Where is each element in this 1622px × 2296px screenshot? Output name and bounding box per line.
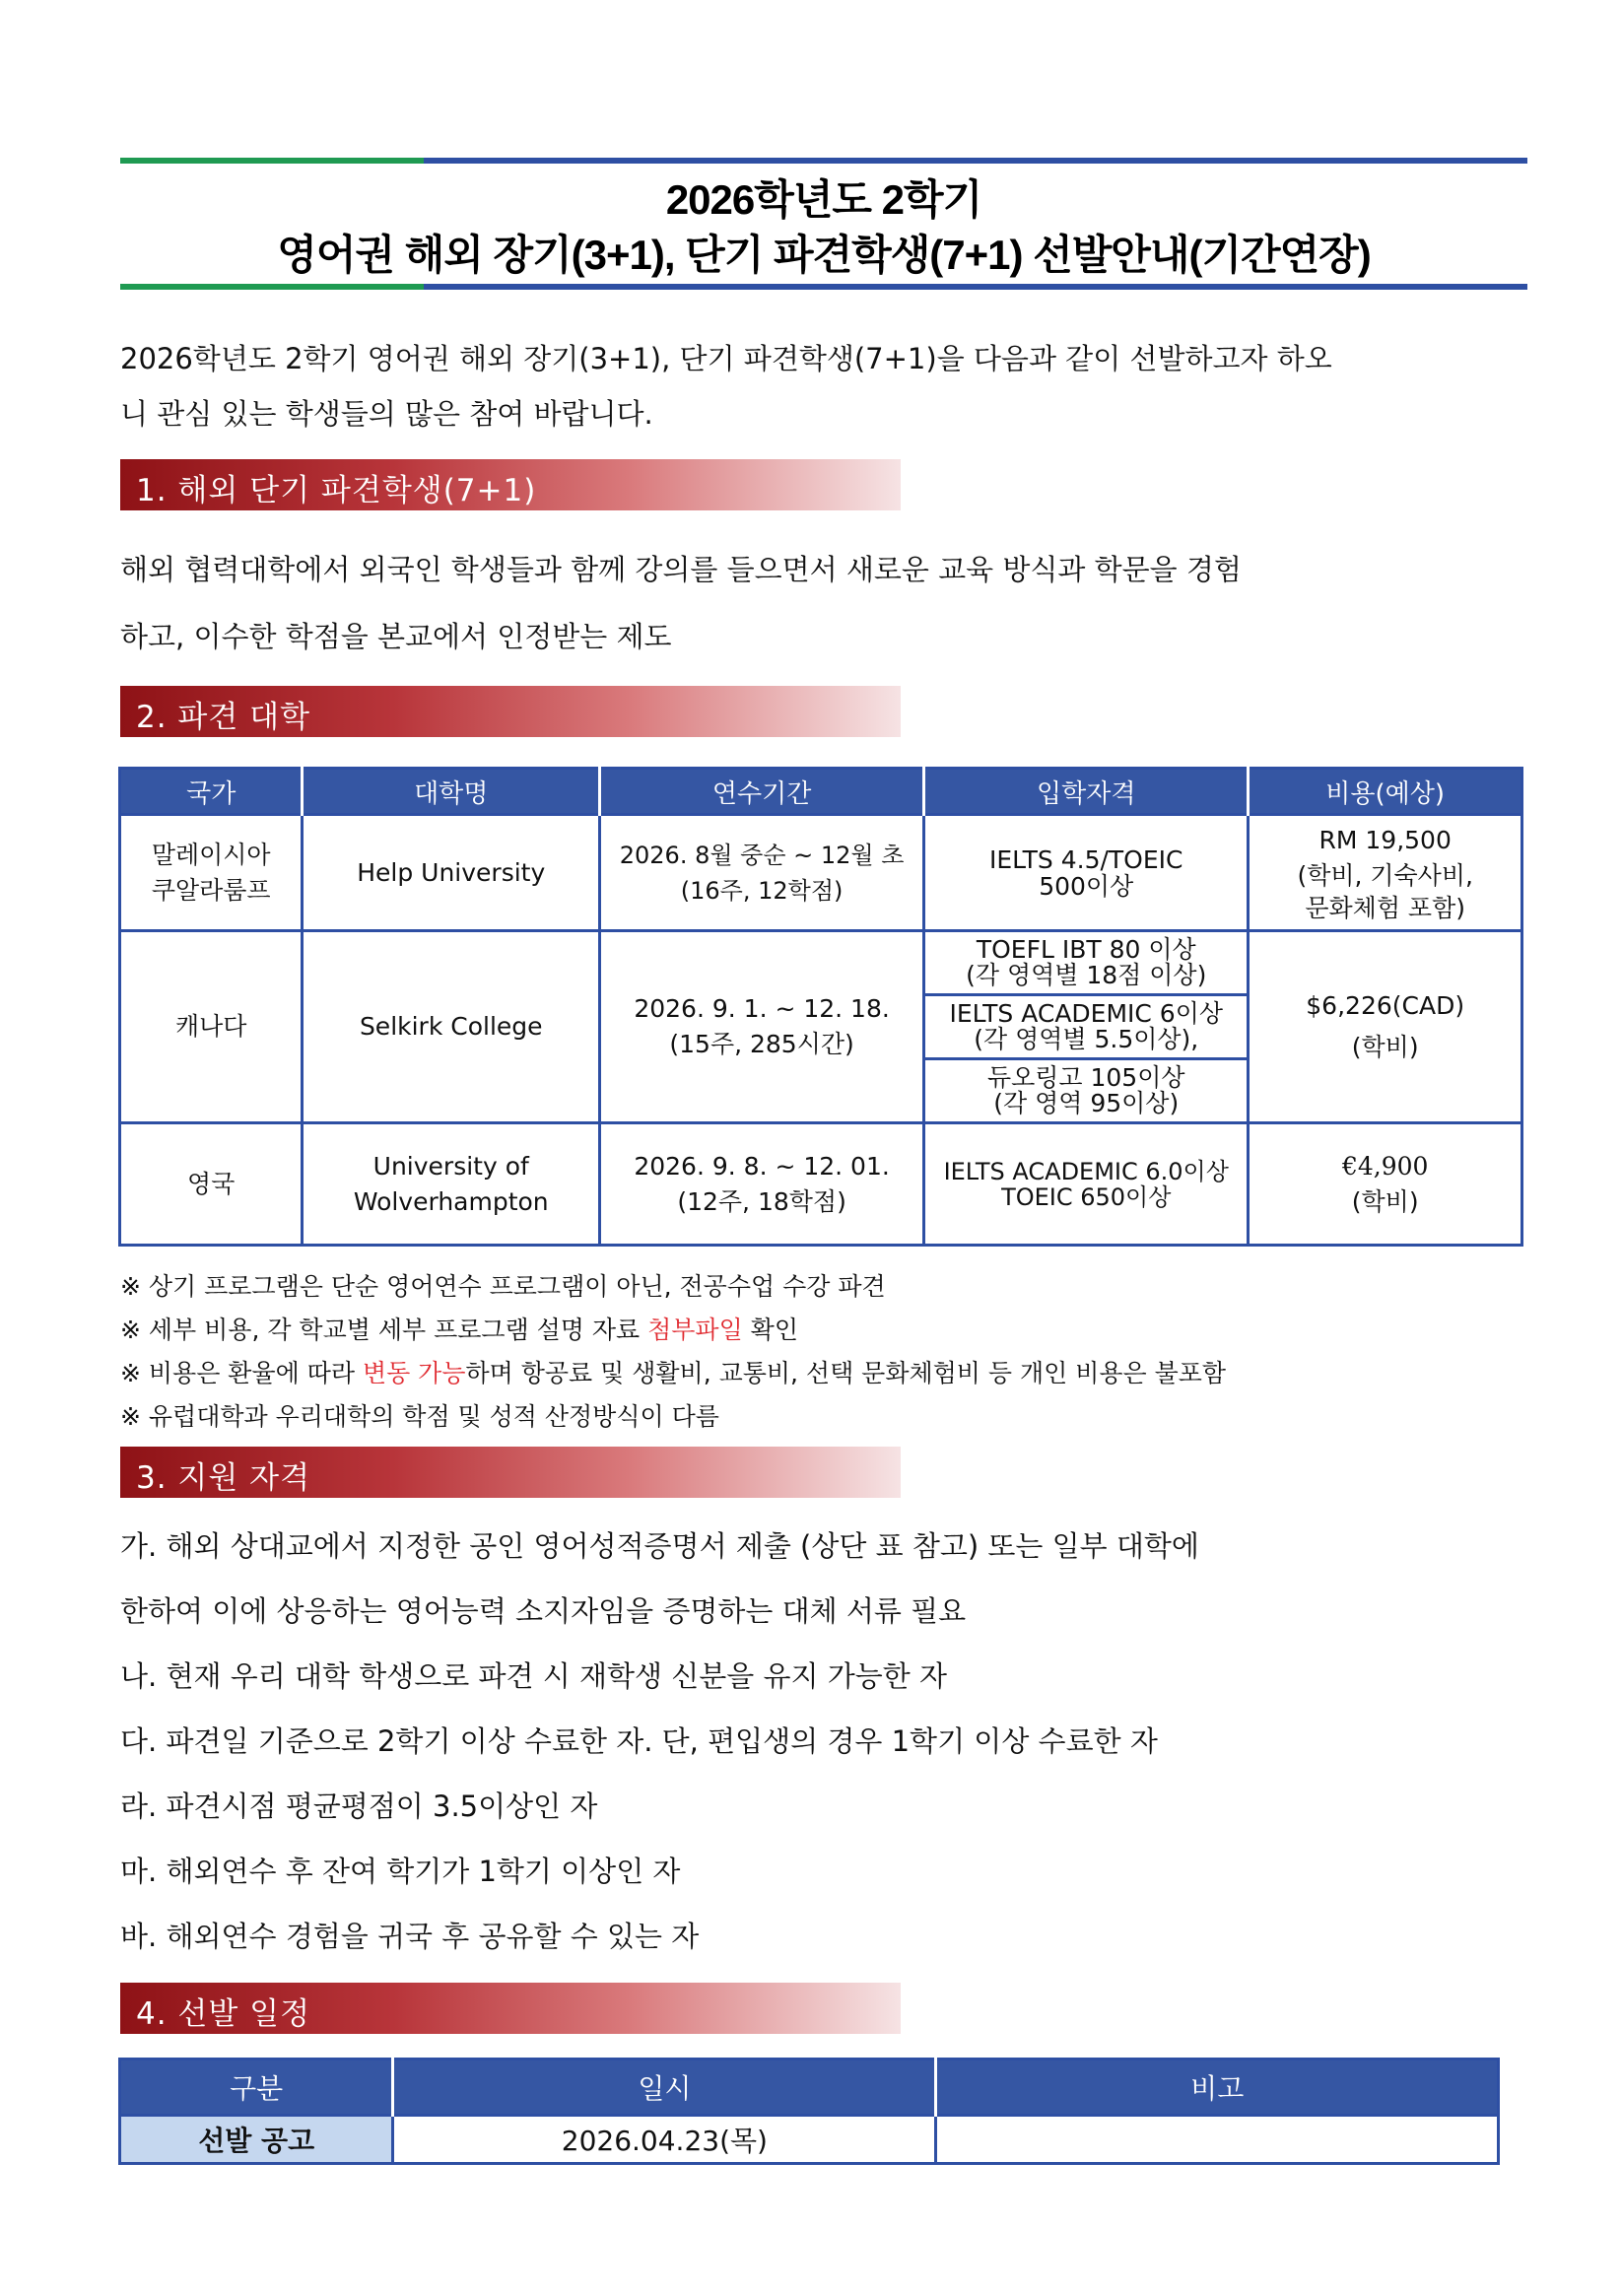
- universities-table-header: [120, 769, 1522, 815]
- cell-text: TOEFL IBT 80 이상: [976, 935, 1196, 964]
- note-3-text-end: 하며 항공료 및 생활비, 교통비, 선택 문화체험비 등 개인 비용은 불포함: [465, 1359, 1227, 1387]
- title-line-2: 영어권 해외 장기(3+1), 단기 파견학생(7+1) 선발안내(기간연장): [277, 232, 1371, 278]
- cell-text: (학비): [1351, 1186, 1419, 1216]
- qualification-subcell: [924, 995, 1249, 1059]
- cell-text: 500이상: [1039, 871, 1134, 901]
- note-1: ※ 상기 프로그램은 단순 영어연수 프로그램이 아닌, 전공수업 수강 파견: [120, 1272, 886, 1301]
- intro-line-1: 2026학년도 2학기 영어권 해외 장기(3+1), 단기 파견학생(7+1)을 다음과 같이 선발하고자 하오: [120, 342, 1332, 375]
- cell-text: Selkirk College: [359, 1012, 543, 1041]
- section-1-line-2: 하고, 이수한 학점을 본교에서 인정받는 제도: [120, 620, 672, 653]
- period-cell: [600, 1123, 924, 1246]
- section-3-heading: [120, 1447, 901, 1498]
- qualification-subcell: [924, 931, 1249, 995]
- cell-text: (15주, 285시간): [669, 1030, 854, 1058]
- intro-paragraph: [120, 331, 1512, 441]
- section-1-line-1: 해외 협력대학에서 외국인 학생들과 함께 강의를 들으면서 새로운 교육 방식과 학문을 경험: [120, 553, 1242, 586]
- cell-text: 2026. 8월 중순 ~ 12월 초: [619, 841, 905, 869]
- table-row: [120, 2116, 1499, 2164]
- cell-text: (학비, 기숙사비,: [1297, 860, 1473, 890]
- cost-cell: [1249, 1123, 1522, 1246]
- section-2-heading-text: 2. 파견 대학: [136, 700, 311, 735]
- cell-text: Help University: [357, 857, 546, 887]
- header-university: 대학명: [303, 769, 600, 815]
- schedule-table: [118, 2058, 1500, 2165]
- cost-cell: [1249, 815, 1522, 931]
- section-3-heading-text: 3. 지원 자격: [136, 1460, 311, 1496]
- intro-line-2: 니 관심 있는 학생들의 많은 참여 바랍니다.: [120, 397, 653, 431]
- section-4-heading: [120, 1983, 901, 2034]
- header-category: 구분: [120, 2060, 393, 2116]
- note-2-highlight: 첨부파일: [647, 1316, 743, 1344]
- title-top-rule: [120, 158, 1527, 164]
- section-2-heading: [120, 686, 901, 737]
- cell-text: TOEIC 650이상: [1001, 1182, 1172, 1211]
- qualifications-list: [120, 1514, 1520, 1969]
- cell-text: IELTS ACADEMIC 6.0이상: [943, 1157, 1229, 1185]
- period-cell: [600, 815, 924, 931]
- title-bottom-rule: [120, 284, 1527, 290]
- note-2: [120, 1309, 1520, 1352]
- note-2-text: ※ 세부 비용, 각 학교별 세부 프로그램 설명 자료: [120, 1316, 648, 1344]
- cell-text: (12주, 18학점): [677, 1186, 846, 1216]
- cell-text: 듀오링고 105이상: [986, 1063, 1185, 1092]
- country-cell: [120, 931, 303, 1123]
- cell-text: IELTS ACADEMIC 6이상: [949, 999, 1224, 1028]
- cell-text: 영국: [187, 1169, 236, 1198]
- cell-text: (각 영역별 5.5이상),: [974, 1025, 1199, 1053]
- schedule-table-header: [120, 2060, 1499, 2116]
- cost-cell: [1249, 931, 1522, 1123]
- list-item: 한하여 이에 상응하는 영어능력 소지자임을 증명하는 대체 서류 필요: [120, 1594, 967, 1628]
- qualification-cell: [924, 1123, 1249, 1246]
- cell-text: 캐나다: [174, 1012, 247, 1041]
- list-item: 라. 파견시점 평균평점이 3.5이상인 자: [120, 1790, 598, 1823]
- header-period: 연수기간: [600, 769, 924, 815]
- table-notes: [120, 1265, 1520, 1439]
- list-item: 다. 파견일 기준으로 2학기 이상 수료한 자. 단, 편입생의 경우 1학기 이상 수료한 자: [120, 1724, 1158, 1758]
- schedule-note-cell: [936, 2116, 1499, 2164]
- note-4: ※ 유럽대학과 우리대학의 학점 및 성적 산정방식이 다름: [120, 1402, 719, 1431]
- cell-text: 2026. 9. 1. ~ 12. 18.: [634, 994, 890, 1023]
- note-3-text: ※ 비용은 환율에 따라: [120, 1359, 363, 1387]
- table-row: [120, 815, 1522, 931]
- qualification-cell: [924, 815, 1249, 931]
- note-3: [120, 1352, 1520, 1395]
- cell-text: €4,900: [1341, 1151, 1429, 1181]
- cell-text: (각 영역 95이상): [993, 1089, 1180, 1117]
- title-line-1: 2026학년도 2학기: [665, 176, 982, 223]
- schedule-date-cell: 2026.04.23(목): [393, 2116, 936, 2164]
- cell-text: (16주, 12학점): [680, 876, 844, 905]
- section-4-heading-text: 4. 선발 일정: [136, 1996, 311, 2032]
- table-row: [120, 1123, 1522, 1246]
- cell-text: (각 영역별 18점 이상): [966, 961, 1207, 989]
- list-item: 가. 해외 상대교에서 지정한 공인 영어성적증명서 제출 (상단 표 참고) 또는 일부 대학에: [120, 1529, 1199, 1563]
- cell-text: 2026. 9. 8. ~ 12. 01.: [634, 1151, 890, 1181]
- cell-text: $6,226(CAD): [1306, 991, 1465, 1020]
- universities-table: [118, 767, 1523, 1247]
- cell-text: (학비): [1351, 1033, 1419, 1061]
- cell-text: RM 19,500: [1318, 825, 1452, 854]
- qualification-subcell: [924, 1059, 1249, 1123]
- country-cell: [120, 815, 303, 931]
- section-1-heading-text: 1. 해외 단기 파견학생(7+1): [136, 473, 537, 508]
- university-cell: [303, 1123, 600, 1246]
- header-qualification: 입학자격: [924, 769, 1249, 815]
- note-2-text-end: 확인: [742, 1316, 798, 1344]
- cell-text: 말레이시아: [151, 840, 271, 869]
- list-item: 나. 현재 우리 대학 학생으로 파견 시 재학생 신분을 유지 가능한 자: [120, 1659, 947, 1693]
- university-cell: [303, 931, 600, 1123]
- note-3-highlight: 변동 가능: [362, 1359, 466, 1387]
- cell-text: 쿠알라룸프: [151, 875, 271, 905]
- period-cell: [600, 931, 924, 1123]
- header-note: 비고: [936, 2060, 1499, 2116]
- cell-text: IELTS 4.5/TOEIC: [988, 844, 1183, 874]
- table-row: [120, 931, 1522, 995]
- header-country: 국가: [120, 769, 303, 815]
- country-cell: [120, 1123, 303, 1246]
- list-item: 마. 해외연수 후 잔여 학기가 1학기 이상인 자: [120, 1855, 681, 1888]
- cell-text: Wolverhampton: [353, 1186, 549, 1216]
- header-date: 일시: [393, 2060, 936, 2116]
- section-1-heading: [120, 459, 901, 510]
- section-1-paragraph: [120, 536, 1512, 670]
- cell-text: 문화체험 포함): [1305, 893, 1465, 922]
- schedule-label-cell: 선발 공고: [120, 2116, 393, 2164]
- cell-text: University of: [372, 1151, 529, 1181]
- university-cell: [303, 815, 600, 931]
- header-cost: 비용(예상): [1249, 769, 1522, 815]
- list-item: 바. 해외연수 경험을 귀국 후 공유할 수 있는 자: [120, 1920, 700, 1953]
- document-title: [120, 158, 1527, 290]
